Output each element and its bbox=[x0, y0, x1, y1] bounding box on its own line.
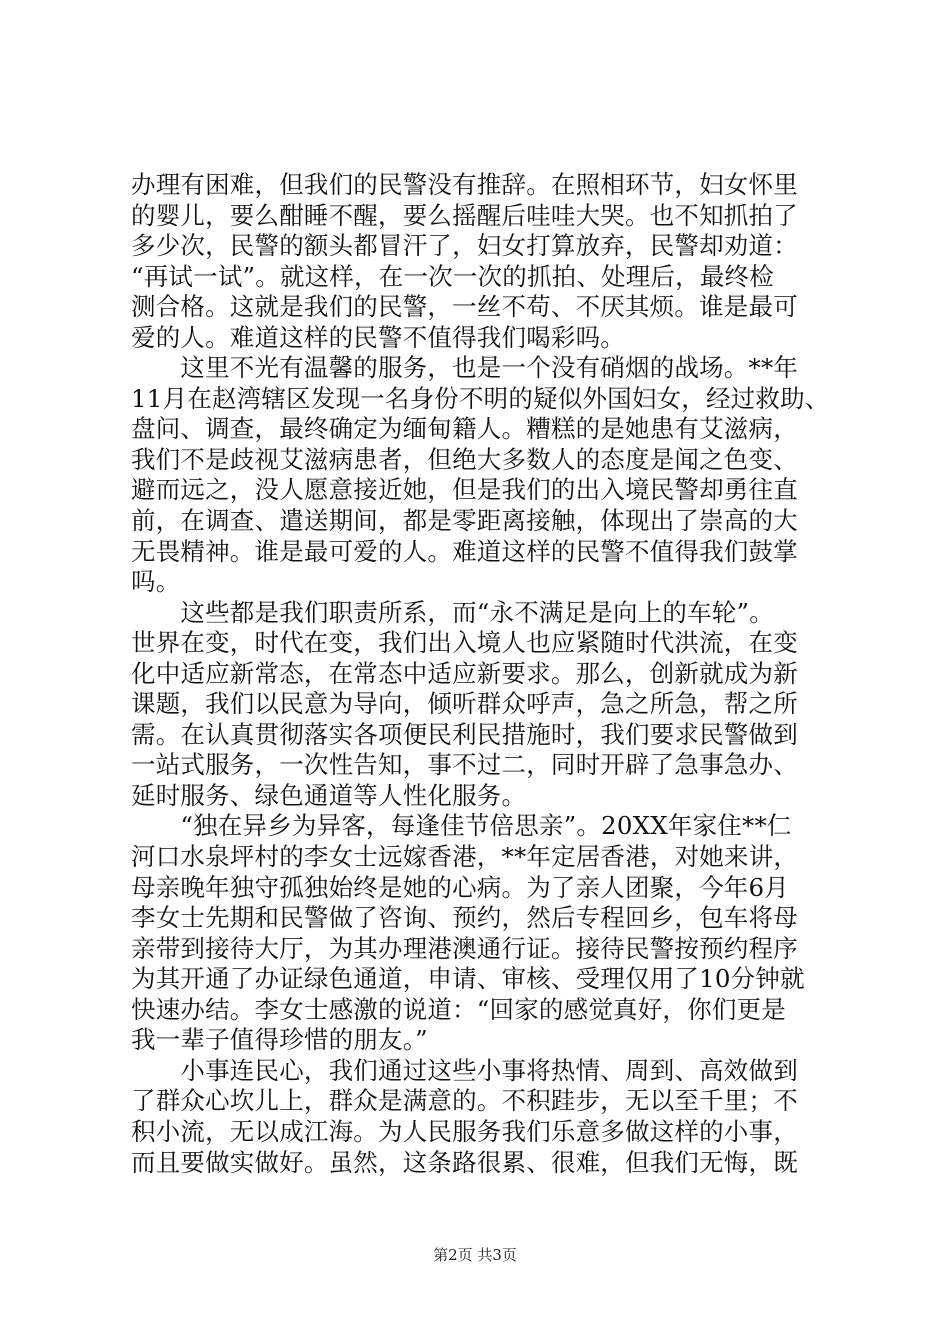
text-line: 延时服务、绿色通道等人性化服务。 bbox=[131, 780, 527, 810]
text-line: 办理有困难，但我们的民警没有推辞。在照相环节，妇女怀里 bbox=[131, 170, 798, 199]
text-line: 积小流，无以成江海。为人民服务我们乐意多做这样的小事， bbox=[131, 1116, 798, 1146]
text-line: 爱的人。难道这样的民警不值得我们喝彩吗。 bbox=[131, 322, 625, 352]
text-line: 多少次，民警的额头都冒汗了，妇女打算放弃，民警却劝道： bbox=[131, 231, 798, 261]
text-line: 而且要做实做好。虽然，这条路很累、很难，但我们无悔，既 bbox=[131, 1147, 798, 1177]
text-line: 一站式服务，一次性告知，事不过二，同时开辟了急事急办、 bbox=[131, 750, 798, 780]
text-line: 需。在认真贯彻落实各项便民利民措施时，我们要求民警做到 bbox=[131, 719, 798, 749]
text-line: 小事连民心，我们通过这些小事将热情、周到、高效做到 bbox=[131, 1055, 798, 1085]
text-line: “再试一试”。就这样，在一次一次的抓拍、处理后，最终检 bbox=[131, 261, 774, 291]
text-line: 课题，我们以民意为导向，倾听群众呼声，急之所急，帮之所 bbox=[131, 689, 798, 719]
text-line: 化中适应新常态，在常态中适应新要求。那么，创新就成为新 bbox=[131, 658, 798, 688]
text-line: 盘问、调查，最终确定为缅甸籍人。糟糕的是她患有艾滋病， bbox=[131, 414, 798, 444]
text-line: 避而远之，没人愿意接近她，但是我们的出入境民警却勇往直 bbox=[131, 475, 798, 505]
text-line: 11月在赵湾辖区发现一名身份不明的疑似外国妇女，经过救助、 bbox=[131, 383, 830, 413]
page-footer: 第2页 共3页 bbox=[433, 1246, 517, 1264]
text-line: 这些都是我们职责所系，而“永不满足是向上的车轮”。 bbox=[131, 597, 774, 627]
text-line: 李女士先期和民警做了咨询、预约，然后专程回乡，包车将母 bbox=[131, 903, 798, 933]
text-line: 我们不是歧视艾滋病患者，但绝大多数人的态度是闻之色变、 bbox=[131, 444, 798, 474]
document-body bbox=[131, 170, 833, 1178]
text-line: 吗。 bbox=[131, 567, 181, 597]
text-line: 前，在调查、遣送期间，都是零距离接触，体现出了崇高的大 bbox=[131, 506, 798, 536]
text-line: 河口水泉坪村的李女士远嫁香港，**年定居香港，对她来讲， bbox=[131, 842, 799, 872]
text-line: 为其开通了办证绿色通道，申请、审核、受理仅用了10分钟就 bbox=[131, 964, 805, 994]
text-line: “独在异乡为异客，每逢佳节倍思亲”。20XX年家住**仁 bbox=[131, 811, 792, 841]
text-line: 测合格。这就是我们的民警，一丝不苟、不厌其烦。谁是最可 bbox=[131, 292, 798, 322]
text-line: 母亲晚年独守孤独始终是她的心病。为了亲人团聚，今年6月 bbox=[131, 872, 789, 902]
text-line: 世界在变，时代在变，我们出入境人也应紧随时代洪流，在变 bbox=[131, 628, 798, 658]
text-line: 无畏精神。谁是最可爱的人。难道这样的民警不值得我们鼓掌 bbox=[131, 536, 798, 566]
text-line: 了群众心坎儿上，群众是满意的。不积跬步，无以至千里；不 bbox=[131, 1086, 798, 1116]
text-line: 快速办结。李女士感激的说道：“回家的感觉真好，你们更是 bbox=[131, 994, 786, 1024]
text-line: 的婴儿，要么酣睡不醒，要么摇醒后哇哇大哭。也不知抓拍了 bbox=[131, 200, 798, 230]
text-line: 这里不光有温馨的服务，也是一个没有硝烟的战场。**年 bbox=[131, 353, 799, 383]
text-line: 亲带到接待大厅，为其办理港澳通行证。接待民警按预约程序 bbox=[131, 933, 798, 963]
text-line: 我一辈子值得珍惜的朋友。” bbox=[131, 1025, 428, 1055]
